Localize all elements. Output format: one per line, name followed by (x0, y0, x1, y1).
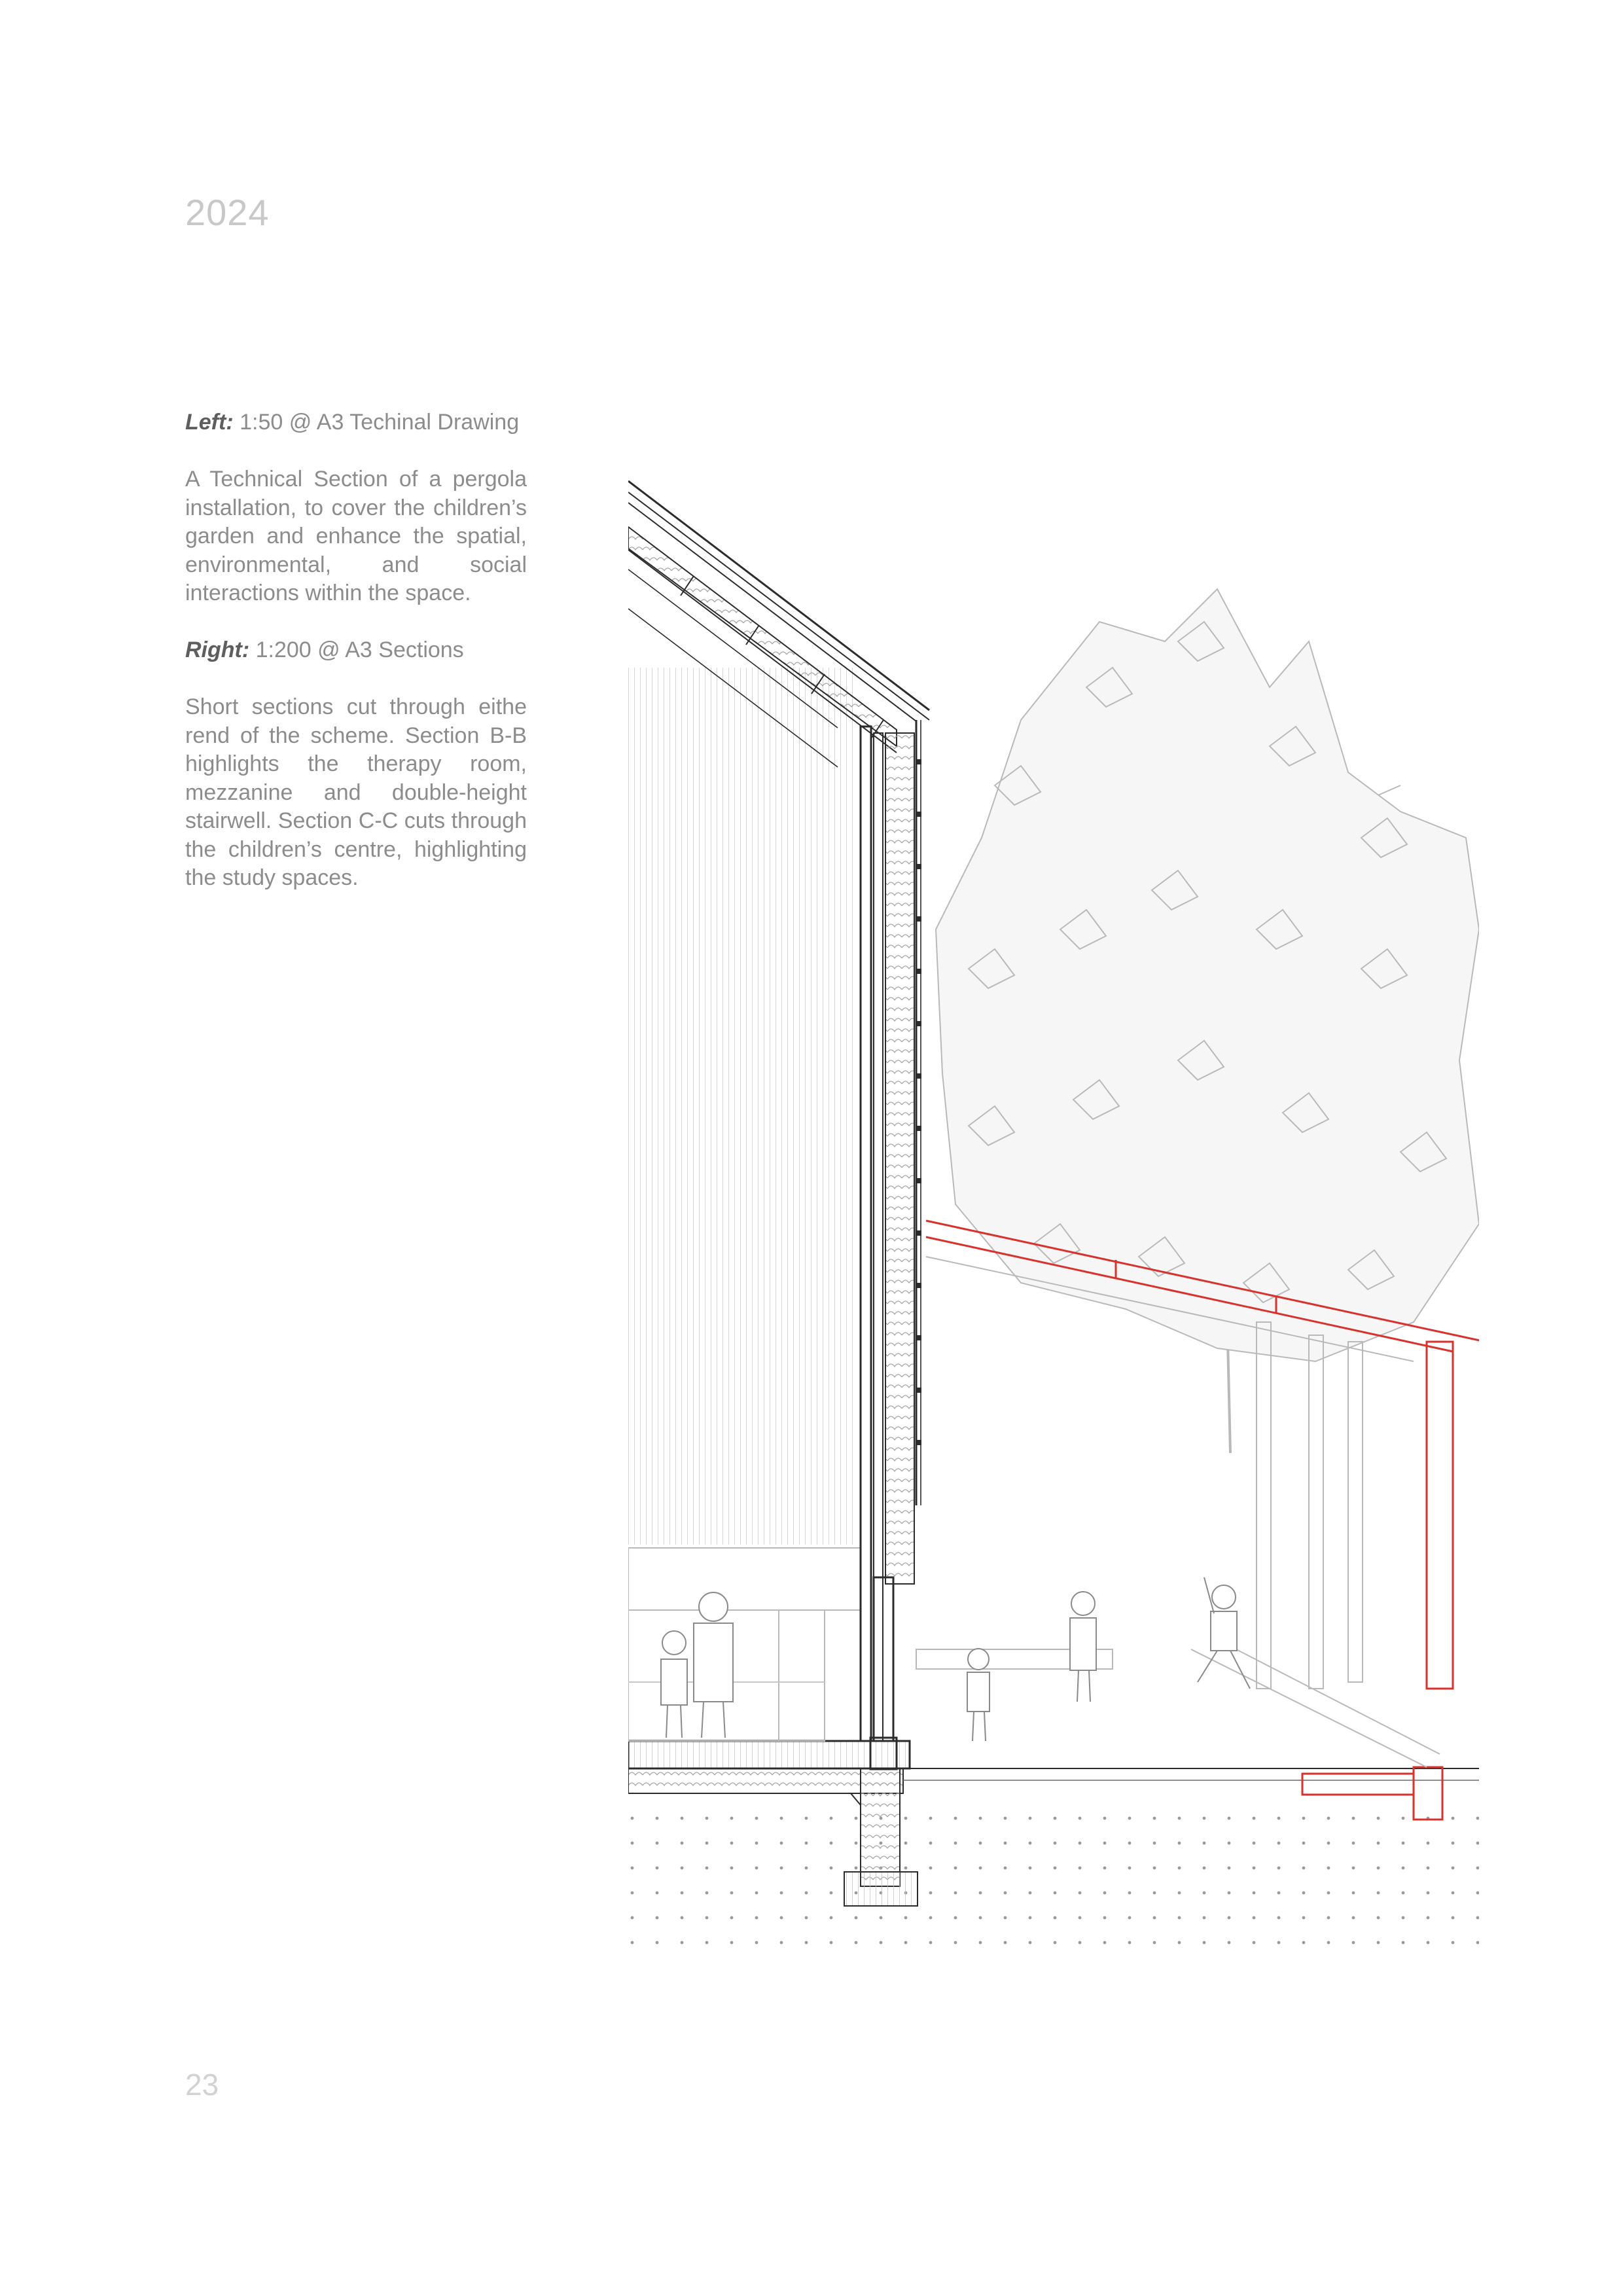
right-caption-title (185, 636, 527, 665)
external-wall-section (861, 720, 921, 1769)
technical-section-drawing (628, 471, 1479, 1957)
people-figures (661, 1577, 1250, 1741)
left-label: Left: (185, 410, 234, 435)
right-label: Right: (185, 637, 250, 662)
left-caption-title (185, 408, 527, 437)
caption-text-block (185, 408, 527, 921)
year-heading: 2024 (185, 192, 270, 233)
right-scale-text: 1:200 @ A3 Sections (249, 637, 464, 662)
right-caption-body: Short sections cut through eithe rend of the scheme. Section B-B highlights the therapy room, mezzanine and double-height stairwell. Section C-C cuts through the children’s centre, highlighting the study spaces. (185, 694, 527, 890)
left-scale-text: 1:50 @ A3 Techinal Drawing (233, 410, 520, 435)
ground-earth (628, 1810, 1479, 1957)
interior-wall-hatch (628, 668, 861, 1741)
left-caption-body: A Technical Section of a pergola installation, to cover the children’s garden and enhance the spatial, environmental, and social interactions within the space. (185, 467, 527, 605)
page-number: 23 (185, 2068, 219, 2102)
section-drawing-svg (628, 471, 1479, 1957)
